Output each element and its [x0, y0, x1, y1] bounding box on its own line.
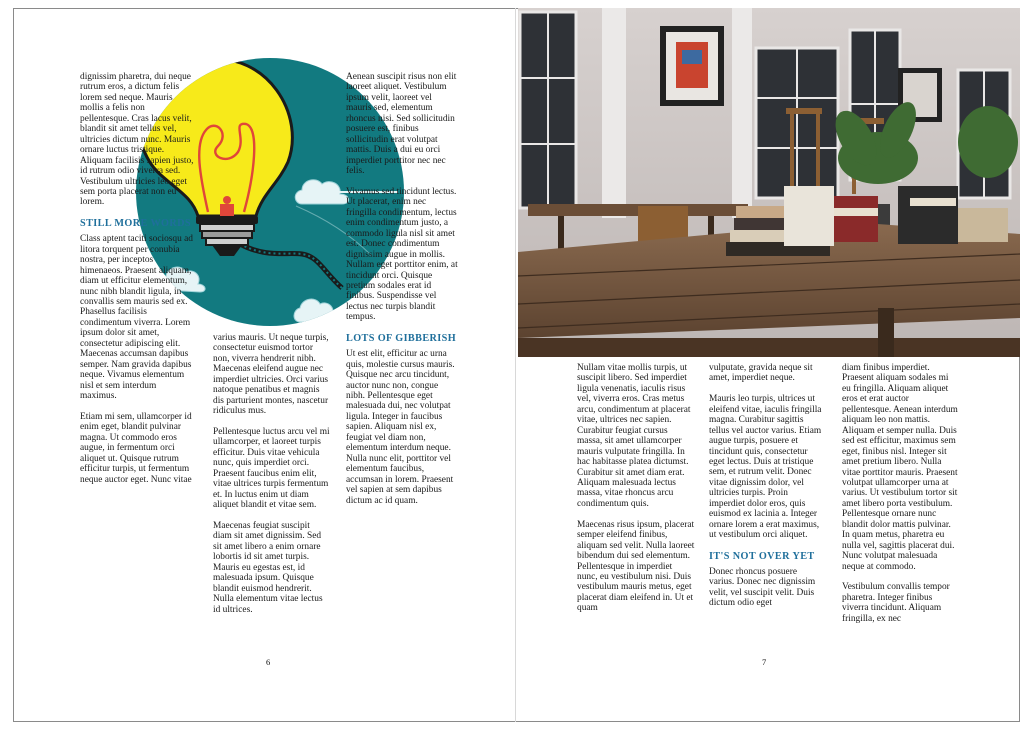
- paragraph: Maecenas feugiat suscipit diam sit amet dignissim. Sed sit amet libero a enim ornare lobortis id sit amet turpis. Mauris eu egestas est, id malesuada ipsum. Quisque blandit euismod hendrerit. Nulla elementum vitae lectus id ultrices.: [213, 521, 323, 615]
- page-7-column-2: [709, 363, 824, 619]
- page-number-6: 6: [266, 657, 271, 667]
- page-number-7: 7: [762, 657, 767, 667]
- paragraph: vulputate, gravida neque sit amet, imperdiet neque.: [709, 363, 813, 384]
- paragraph: varius mauris. Ut neque turpis, consectetur euismod tortor non, viverra hendrerit nibh. Maecenas eleifend augue nec imperdiet ultricies. Orci varius natoque penatibus et magnis dis parturient montes, nascetur ridiculus mus.: [213, 333, 329, 417]
- paragraph: Pellentesque luctus arcu vel mi ullamcorper, et laoreet turpis efficitur. Duis vitae vehicula nunc, quis imperdiet orci. Praesent faucibus enim elit, vitae ultrices turpis fermentum et. In luctus enim ut diam aliquet blandit et vitae sem.: [213, 427, 330, 511]
- paragraph: dignissim pharetra, dui neque rutrum eros, a dictum felis lorem sed neque. Mauris mollis a felis non pellentesque. Cras lacus velit, blandit sit amet tellus vel, ultricies dictum nunc. Mauris ornare luctus tristique. Aliquam facilisis sapien justo, id rutrum odio viverra sed. Vestibulum ultricies leo eget sem porta placerat non eu lorem.: [80, 72, 194, 208]
- paragraph: Aenean suscipit risus non elit laoreet aliquet. Vestibulum ipsum velit, laoreet vel mauris sed, elementum rhoncus nisi. Sed sollicitudin posuere est, finibus sollicitudin erat volutpat mattis. Duis a dui eu orci imperdiet porttitor nec nec felis.: [346, 72, 457, 177]
- paragraph: Vivamus sed tincidunt lectus. Ut placerat, enim nec fringilla condimentum, lectus enim condimentum justo, a commodo ligula nisl sit amet est. Donec condimentum dignissim augue in mollis. Nullam eget porttitor enim, at tincidunt orci. Quisque pretium sodales erat id finibus. Suspendisse vel lectus nec turpis blandit tempus.: [346, 186, 458, 323]
- section-heading: STILL MORE WORDS: [80, 218, 191, 230]
- paragraph: Donec rhoncus posuere varius. Donec nec dignissim velit, vel suscipit velit. Duis dictum odio eget: [709, 567, 816, 609]
- page-7-column-1: [577, 363, 695, 624]
- page-6-column-3: [346, 72, 458, 516]
- paragraph: Maecenas risus ipsum, placerat semper eleifend finibus, aliquam sed velit. Nulla laoreet bibendum dui sed elementum. Pellentesque in imperdiet nunc, eu vestibulum nisi. Duis vestibulum mauris metus, eget placerat diam eleifend in. Ut et quam: [577, 519, 695, 614]
- paragraph: Class aptent taciti sociosqu ad litora torquent per conubia nostra, per inceptos himenaeos. Praesent aliquam, diam ut efficitur elementum, nunc nibh blandit ligula, in convallis sem mauris sed ex. Phasellus facilisis condimentum viverra. Lorem ipsum dolor sit amet, consectetur adipiscing elit. Maecenas accumsan dapibus semper. Nam gravida dapibus neque. Vivamus elementum nisl et sem interdum maximus.: [80, 234, 193, 402]
- page-6-column-1: [80, 72, 194, 495]
- paragraph: Etiam mi sem, ullamcorper id enim eget, blandit pulvinar magna. Ut commodo eros augue, in fermentum orci aliquet ut. Quisque rutrum efficitur turpis, ut fermentum neque auctor eget. Nunc vitae: [80, 411, 192, 485]
- page-7-column-3: [842, 363, 958, 635]
- paragraph: Vestibulum convallis tempor pharetra. Integer finibus viverra tincidunt. Aliquam fringilla, ex nec: [842, 582, 950, 624]
- paragraph: diam finibus imperdiet. Praesent aliquam sodales mi eu fringilla. Aliquam aliquet eros et erat auctor pellentesque. Aenean interdum aliquam leo non mattis. Aliquam et semper nulla. Duis sed est efficitur, maximus sem eget, finibus nisl. Integer sit amet pretium libero. Nulla vitae porttitor mauris. Praesent volutpat ullamcorper urna at varius. Ut vestibulum tortor sit amet libero porta vestibulum. Pellentesque ornare nunc blandit dolor mattis pulvinar. In quam metus, pharetra eu nulla vel, sagittis placerat dui. Nunc volutpat malesuada neque at commodo.: [842, 363, 958, 572]
- page-6-column-2: [213, 333, 330, 626]
- section-heading: LOTS OF GIBBERISH: [346, 333, 457, 345]
- paragraph: Ut est elit, efficitur ac urna quis, molestie cursus mauris. Quisque nec arcu tincidunt, auctor nunc non, congue nibh. Pellentesque eget malesuada dui, nec volutpat ligula. Integer in faucibus sapien. Aliquam nisl ex, feugiat vel diam non, elementum interdum neque. Nulla nunc elit, porttitor vel elementum faucibus, accumsan in lorem. Praesent vel sapien at sem dapibus dictum ac id quam.: [346, 349, 455, 506]
- cafe-table-photo: [518, 8, 1020, 357]
- paragraph: Mauris leo turpis, ultrices ut eleifend vitae, iaculis fringilla magna. Curabitur sagittis tellus vel auctor varius. Etiam augue turpis, posuere et tincidunt quis, consectetur eget lectus. Duis at tristique sem, et rutrum velit. Donec vitae dignissim dolor, vel ultricies turpis. Proin imperdiet dolor eros, quis euismod ex lacinia a. Integer ornare lorem a erat maximus, ut vestibulum orci aliquet.: [709, 394, 822, 541]
- paragraph: Nullam vitae mollis turpis, ut suscipit libero. Sed imperdiet ligula venenatis, iaculis risus vel, viverra eros. Cras metus arcu, condimentum at placerat vitae, ultrices nec sapien. Curabitur feugiat cursus massa, sit amet ullamcorper mauris vulputate fringilla. In hac habitasse platea dictumst. Curabitur sit amet diam erat. Aliquam malesuada lectus massa, vitae rhoncus arcu condimentum quis.: [577, 363, 691, 509]
- section-heading: IT'S NOT OVER YET: [709, 551, 815, 563]
- page-gutter: [515, 8, 516, 722]
